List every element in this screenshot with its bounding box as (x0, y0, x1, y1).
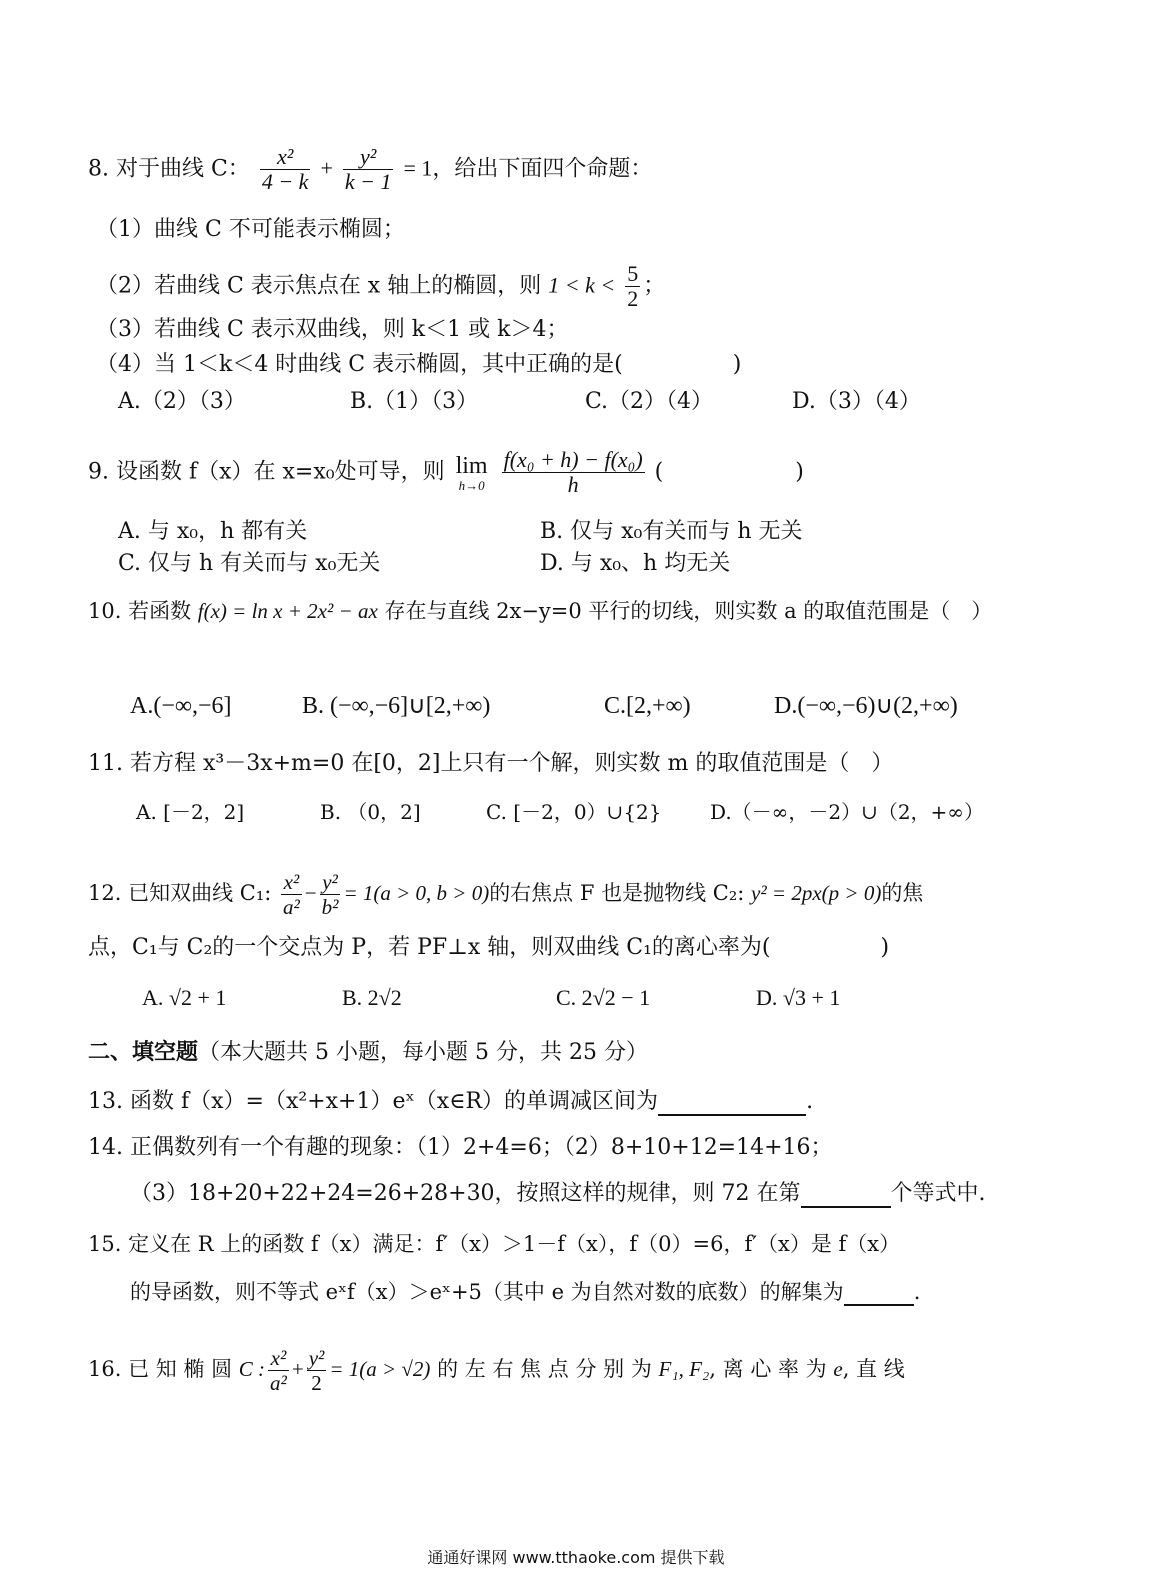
q10-stem: 10. 若函数 f(x) = ln x + 2x² − ax 存在与直线 2x−y=0 平行的切线，则实数 a 的取值范围是（ ） (88, 599, 993, 623)
q12-option-b: B. 2√2 (342, 985, 402, 1010)
q12-fraction-1: $\frac{\text{x²}}{\text{a²}}$ (283, 870, 300, 919)
q11-option-a: A. [－2，2] (136, 800, 245, 824)
q8-stem: 8. 对于曲线 C： $\frac{\text{x²}}{4 - k}$ + $\frac{\text{y²}}{k - 1}$ = 1，给出下面四个命题： (88, 144, 653, 194)
q8-prop-4: （4）当 1＜k＜4 时曲线 C 表示椭圆，其中正确的是( ) (96, 352, 742, 377)
q8-option-a: A.（2）（3） (118, 389, 246, 414)
q8-fraction-2: $\frac{\text{y²}}{k - 1}$ (344, 144, 392, 194)
q10-option-d: D.(−∞,−6)∪(2,+∞) (774, 693, 958, 719)
section-2-heading: 二、填空题（本大题共 5 小题，每小题 5 分，共 25 分） (88, 1039, 648, 1065)
q8-fraction-1: $\frac{\text{x²}}{4 - k}$ (261, 144, 309, 194)
q11-option-c: C. [－2，0）∪{2} (486, 800, 662, 824)
q10-option-b: B. (−∞,−6]∪[2,+∞) (302, 693, 491, 719)
q11-stem: 11. 若方程 x³－3x+m=0 在[0，2]上只有一个解，则实数 m 的取值范围是（ ） (88, 751, 894, 776)
q8-prop-3: （3）若曲线 C 表示双曲线，则 k＜1 或 k＞4； (96, 317, 569, 342)
q16-stem: 16. 已 知 椭 圆 C : $\frac{\text{x²}}{\text{a²}}$ + $\frac{\text{y²}}{2}$ = 1(a > √2) 的 左 右 焦 点 分 别 为 F₁, F₂, 离 心 率 为 e, 直 线 (88, 1346, 905, 1395)
q9-option-c: C. 仅与 h 有关而与 x₀无关 (118, 551, 381, 576)
q9-option-d: D. 与 x₀、h 均无关 (540, 551, 731, 576)
q14-line1: 14. 正偶数列有一个有趣的现象：（1）2+4=6；（2）8+10+12=14+16； (88, 1135, 833, 1160)
q8-fraction-5-2: $\frac{5}{2}$ (627, 261, 639, 311)
q15-line2: 的导函数，则不等式 eˣf（x）＞eˣ+5（其中 e 为自然对数的底数）的解集为 . (130, 1280, 921, 1304)
q14-line2: （3）18+20+22+24=26+28+30，按照这样的规律，则 72 在第 个等式中. (130, 1181, 986, 1206)
q8-prop-1: （1）曲线 C 不可能表示椭圆； (96, 217, 405, 242)
q12-option-c: C. 2√2 − 1 (556, 985, 651, 1010)
q12-stem: 12. 已知双曲线 C₁: $\frac{\text{x²}}{\text{a²}}$ − $\frac{\text{y²}}{\text{b²}}$ = 1(a > 0, b > 0)的右焦点 F 也是抛物线 C₂: y² = 2px(p > 0)的焦 (88, 870, 924, 919)
q10-option-a: A.(−∞,−6] (130, 693, 232, 719)
q11-option-b: B. （0，2] (320, 800, 421, 824)
q12-option-a: A. √2 + 1 (142, 985, 227, 1010)
footer-source: 通通好课网 www.tthaoke.com 提供下载 (427, 1548, 725, 1567)
q8-option-c: C.（2）（4） (585, 389, 714, 414)
q16-fraction-2: $\frac{\text{y²}}{2}$ (308, 1346, 325, 1395)
q12-line2: 点，C₁与 C₂的一个交点为 P，若 PF⊥x 轴，则双曲线 C₁的离心率为( ) (88, 935, 890, 960)
q9-limit: lim h→0 (455, 452, 488, 493)
q9-fraction: $\frac{\text{f(x₀ + h) − f(x₀)}}{h}$ (503, 447, 643, 497)
q16-fraction-1: $\frac{\text{x²}}{\text{a²}}$ (270, 1346, 287, 1395)
q8-option-b: B.（1）（3） (350, 389, 479, 414)
q9-stem: 9. 设函数 f（x）在 x=x₀处可导，则 lim h→0 $\frac{\text{f(x₀ + h) − f(x₀)}}{h}$ ( ) (88, 447, 804, 497)
q15-line1: 15. 定义在 R 上的函数 f（x）满足：f′（x）＞1－f（x），f（0）=6，f′（x）是 f（x） (88, 1232, 901, 1256)
q12-option-d: D. √3 + 1 (756, 985, 841, 1010)
q11-option-d: D.（－∞，－2）∪（2，+∞） (710, 800, 984, 824)
q15-answer-blank[interactable] (844, 1282, 914, 1306)
q14-answer-blank[interactable] (801, 1184, 891, 1208)
q12-fraction-2: $\frac{\text{y²}}{\text{b²}}$ (321, 870, 339, 919)
q10-option-c: C.[2,+∞) (604, 693, 691, 719)
q8-prop-2: （2）若曲线 C 表示焦点在 x 轴上的椭圆，则 1 < k < $\frac{5}{2}$ ； (96, 261, 666, 311)
q13-stem: 13. 函数 f（x）=（x²+x+1）eˣ（x∈R）的单调减区间为 . (88, 1089, 814, 1114)
q9-option-b: B. 仅与 x₀有关而与 h 无关 (540, 519, 803, 544)
q13-answer-blank[interactable] (658, 1092, 806, 1116)
q9-option-a: A. 与 x₀，h 都有关 (118, 519, 308, 544)
q8-option-d: D.（3）（4） (792, 389, 921, 414)
